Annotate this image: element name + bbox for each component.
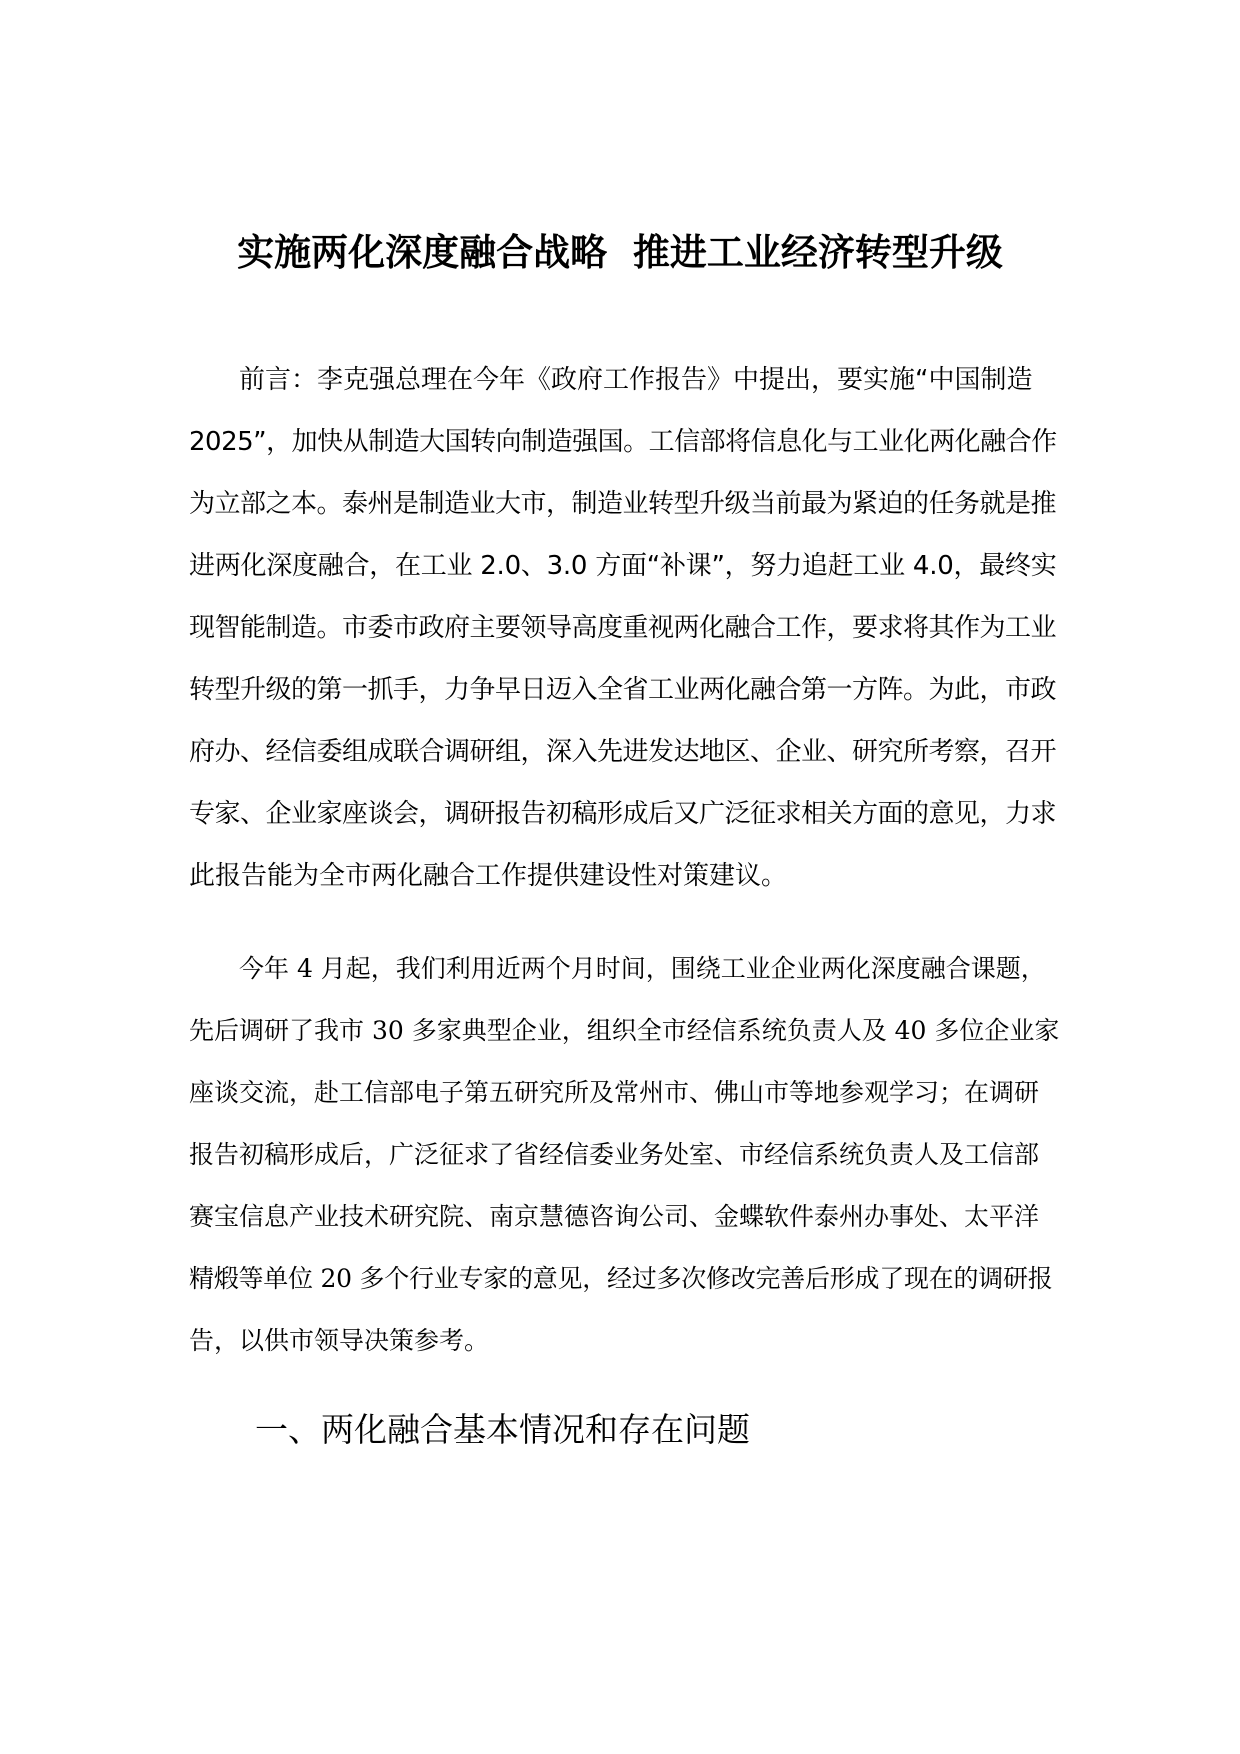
body-line: 今年 4 月起，我们利用近两个月时间，围绕工业企业两化深度融合课题， xyxy=(239,954,1046,983)
body-paragraph xyxy=(189,938,1059,1372)
preface-paragraph xyxy=(189,349,1059,907)
preface-line: 现智能制造。市委市政府主要领导高度重视两化融合工作，要求将其作为工业 xyxy=(189,613,1057,643)
body-line: 赛宝信息产业技术研究院、南京慧德咨询公司、金蝶软件泰州办事处、太平洋 xyxy=(189,1202,1040,1231)
preface-line: 转型升级的第一抓手，力争早日迈入全省工业两化融合第一方阵。为此，市政 xyxy=(189,675,1057,705)
document-title: 实施两化深度融合战略 推进工业经济转型升级 xyxy=(237,231,1003,274)
preface-line: 府办、经信委组成联合调研组，深入先进发达地区、企业、研究所考察，召开 xyxy=(189,737,1057,767)
preface-line: 进两化深度融合，在工业 2.0、3.0 方面“补课”，努力追赶工业 4.0，最终实 xyxy=(189,551,1057,581)
preface-line: 前言：李克强总理在今年《政府工作报告》中提出，要实施“中国制造 xyxy=(239,365,1033,395)
preface-line: 为立部之本。泰州是制造业大市，制造业转型升级当前最为紧迫的任务就是推 xyxy=(189,489,1057,519)
body-line: 告，以供市领导决策参考。 xyxy=(189,1326,490,1355)
body-line: 先后调研了我市 30 多家典型企业，组织全市经信系统负责人及 40 多位企业家 xyxy=(189,1016,1060,1045)
preface-line: 专家、企业家座谈会，调研报告初稿形成后又广泛征求相关方面的意见，力求 xyxy=(189,799,1057,829)
preface-line: 此报告能为全市两化融合工作提供建设性对策建议。 xyxy=(189,861,788,891)
preface-line: 2025”，加快从制造大国转向制造强国。工信部将信息化与工业化两化融合作 xyxy=(189,427,1057,457)
body-line: 报告初稿形成后，广泛征求了省经信委业务处室、市经信系统负责人及工信部 xyxy=(189,1140,1040,1169)
section-heading: 一、两化融合基本情况和存在问题 xyxy=(255,1410,750,1449)
body-line: 座谈交流，赴工信部电子第五研究所及常州市、佛山市等地参观学习；在调研 xyxy=(189,1078,1040,1107)
body-line: 精煅等单位 20 多个行业专家的意见，经过多次修改完善后形成了现在的调研报 xyxy=(189,1264,1053,1293)
